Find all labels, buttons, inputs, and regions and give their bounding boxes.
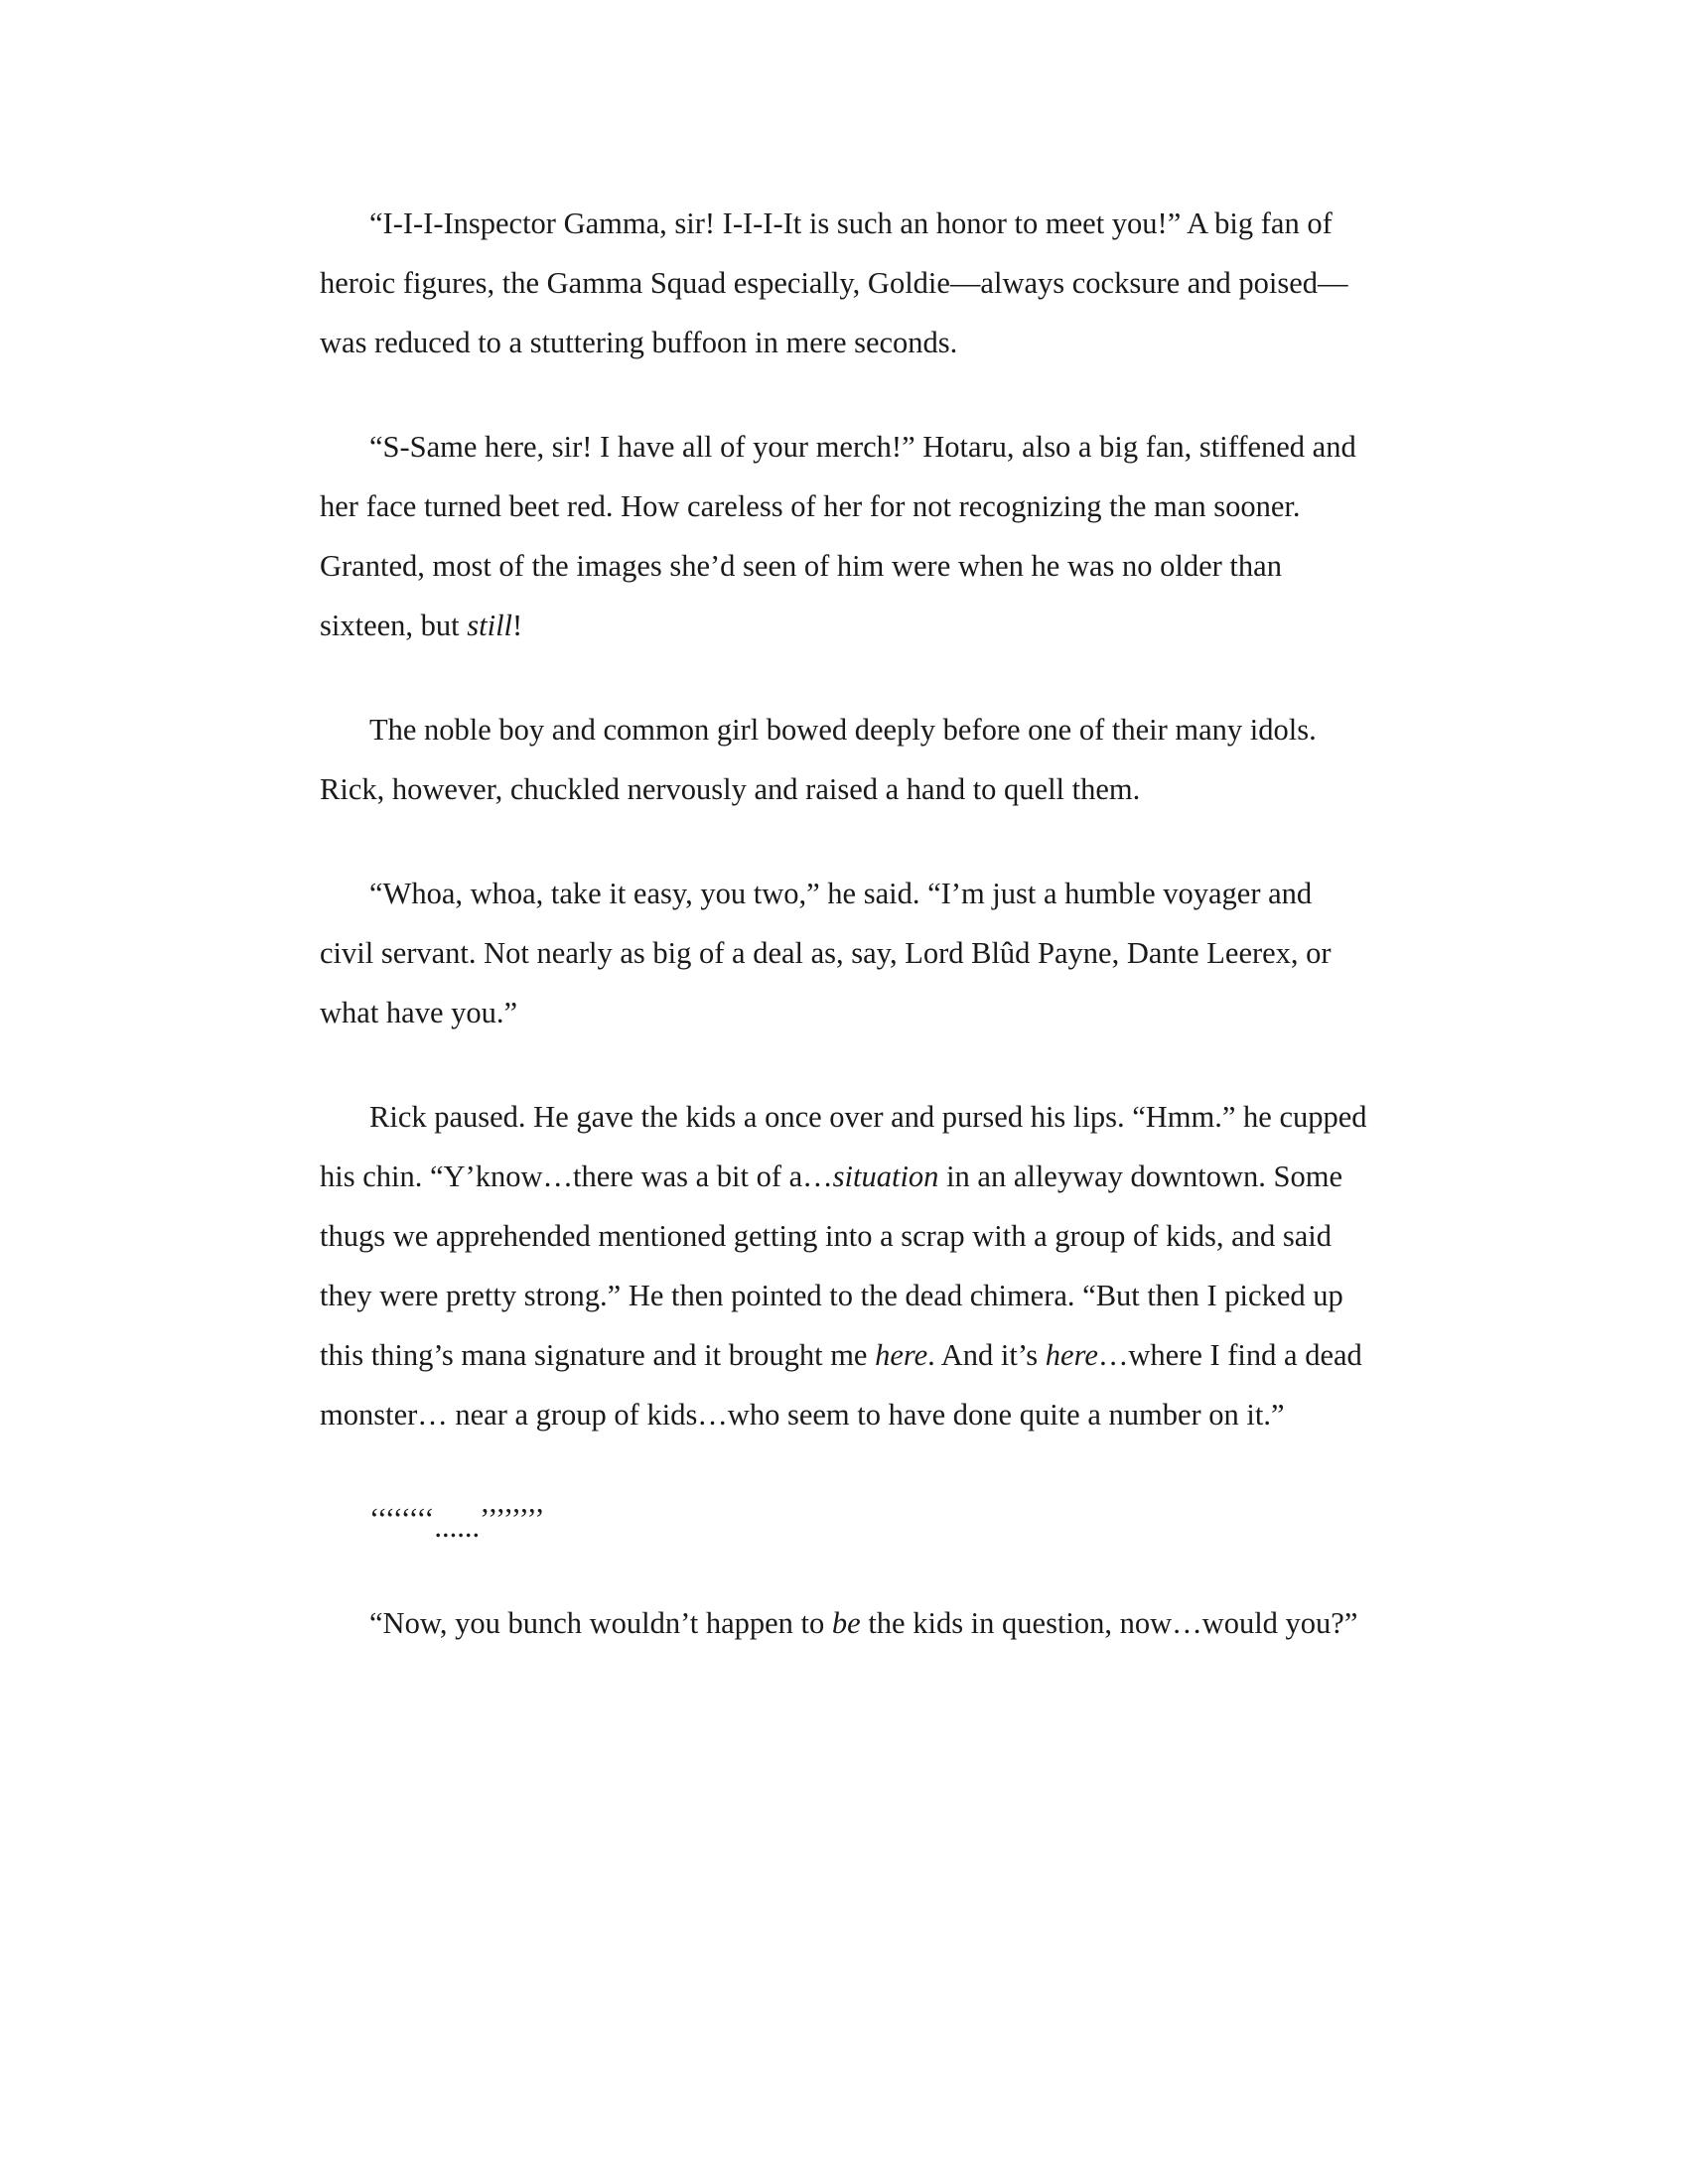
text-run: ’’’’’’’’ (480, 1502, 545, 1536)
text-run: Rick paused. He gave the kids a once over and pursed his lips. “Hmm.” he cupped his chin. “Y’know…there was a bit of a… (320, 1100, 1367, 1193)
text-run: “Whoa, whoa, take it easy, you two,” he said. “I’m just a humble voyager and civil servant. Not nearly as big of a deal as, say, Lord Blûd Payne, Dante Leerex, or what have you.” (320, 877, 1332, 1029)
text-run: “I-I-I-Inspector Gamma, sir! I-I-I-It is such an honor to meet you!” A big fan of heroic figures, the Gamma Squad especially, Goldie—always cocksure and poised—was reduced to a stuttering buffoon in mere seconds. (320, 206, 1348, 359)
text-run: in an alleyway downtown. Some thugs we apprehended mentioned getting into a scrap with a group of kids, and said they were pretty strong.” He then pointed to the dead chimera. “But then I picked up this thing’s mana signature and it brought me (320, 1160, 1343, 1372)
text-run: The noble boy and common girl bowed deeply before one of their many idols. Rick, however, chuckled nervously and raised a hand to quell them. (320, 713, 1317, 806)
text-run: . And it’s (927, 1338, 1046, 1372)
italic-emphasis: be (831, 1606, 861, 1640)
text-run: the kids in question, now…would you?” (860, 1606, 1358, 1640)
ellipsis-dots: ...... (434, 1510, 481, 1544)
paragraph-goldie-greeting (320, 194, 1372, 372)
text-run: ‘‘‘‘‘‘‘‘ (369, 1502, 435, 1536)
italic-emphasis: situation (832, 1160, 939, 1193)
text-run: ! (512, 609, 523, 642)
paragraph-silence (320, 1489, 1372, 1549)
italic-emphasis: here (875, 1338, 928, 1372)
paragraph-bowing (320, 700, 1372, 819)
paragraph-rick-question (320, 1593, 1372, 1653)
italic-emphasis: here (1045, 1338, 1098, 1372)
paragraph-hotaru-reaction (320, 417, 1372, 655)
text-run: “Now, you bunch wouldn’t happen to (369, 1606, 832, 1640)
document-page (320, 194, 1372, 1698)
paragraph-rick-humble (320, 864, 1372, 1042)
paragraph-rick-suspicion (320, 1087, 1372, 1444)
text-run: …where I find a dead monster… near a group of kids…who seem to have done quite a number on it.” (320, 1338, 1362, 1432)
text-run: “S-Same here, sir! I have all of your merch!” Hotaru, also a big fan, stiffened and her face turned beet red. How careless of her for not recognizing the man sooner. Granted, most of the images she’d seen of him were when he was no older than sixteen, but (320, 430, 1356, 642)
italic-emphasis: still (467, 609, 513, 642)
